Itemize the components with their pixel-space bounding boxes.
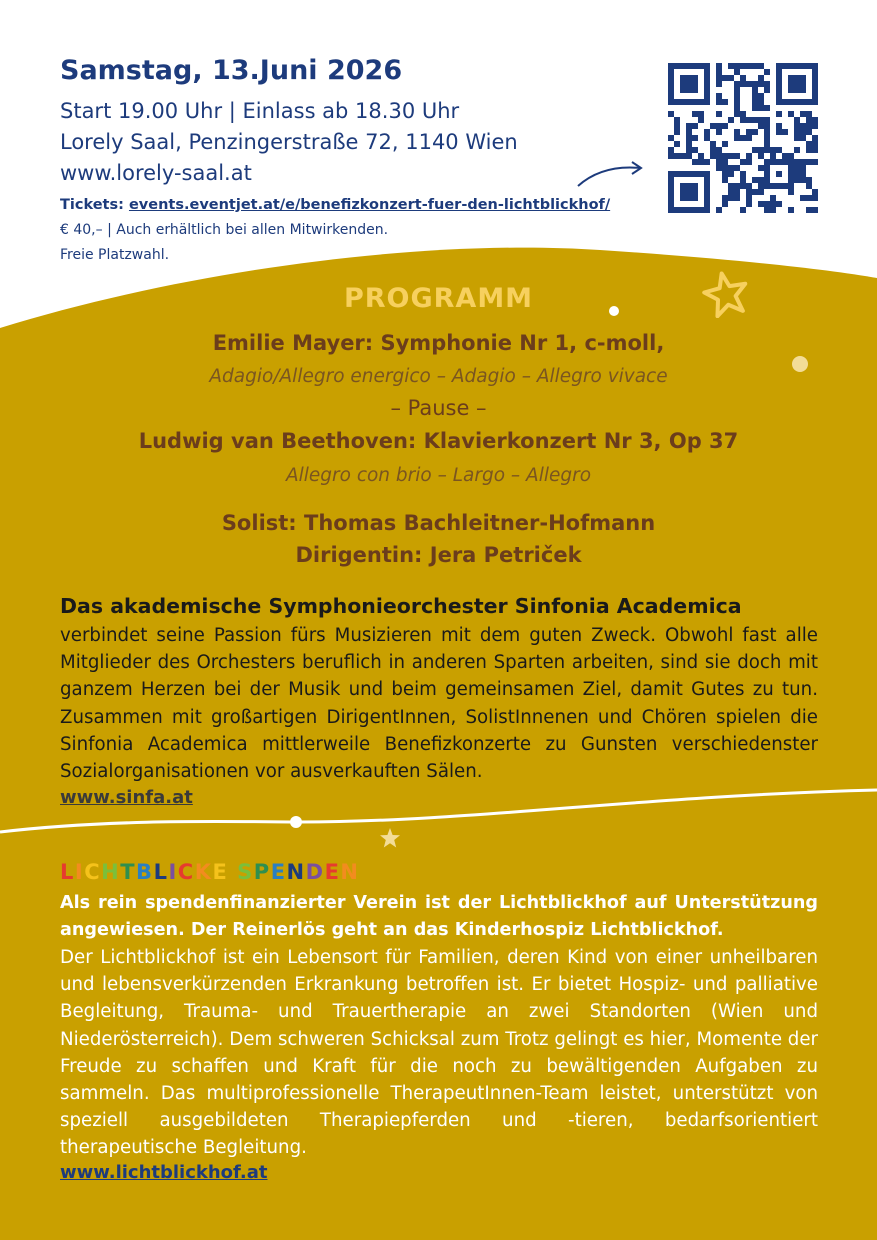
work-1-title: Emilie Mayer: Symphonie Nr 1, c-moll,: [212, 331, 665, 355]
event-venue: Lorely Saal, Penzingerstraße 72, 1140 Wien: [60, 130, 518, 154]
heading-letter: B: [136, 860, 154, 884]
soloist: Solist: Thomas Bachleitner-Hofmann: [221, 511, 656, 535]
orchestra-heading: Das akademische Symphonieorchester Sinfonia Academica: [60, 594, 742, 618]
lichtblicke-heading: [60, 860, 360, 884]
heading-letter: E: [270, 860, 287, 884]
qr-code[interactable]: [668, 63, 818, 213]
dot-icon: [289, 815, 303, 829]
event-date: Samstag, 13.Juni 2026: [60, 55, 403, 86]
heading-letter: C: [177, 860, 195, 884]
heading-letter: [228, 860, 237, 884]
orchestra-description: verbindet seine Passion fürs Musizieren mit dem guten Zweck. Obwohl fast alle Mitglieder des Orchesters beruflich in anderen Sparten arbeiten, sind sie doch mit ganzem Herzen bei der Musik und beim gemeinsamen Ziel, damit Gutes zu tun. Zusammen mit großartigen DirigentInnen, SolistInnenen und Chören spielen die Sinfonia Academica mittlerweile Benefizkonzerte zu Gunsten verschiedenster Sozialorganisationen vor ausverkauften Sälen.: [60, 625, 818, 783]
heading-letter: N: [340, 860, 360, 884]
star-icon: [378, 826, 402, 850]
programm-title: PROGRAMM: [343, 283, 534, 314]
seating-info: Freie Platzwahl.: [60, 247, 170, 263]
work-2-title: Ludwig van Beethoven: Klavierkonzert Nr 3, Op 37: [138, 429, 739, 453]
heading-letter: K: [194, 860, 213, 884]
heading-letter: N: [286, 860, 306, 884]
tickets-link[interactable]: events.eventjet.at/e/benefizkonzert-fuer-den-lichtblickhof/: [128, 197, 611, 213]
heading-letter: E: [212, 860, 229, 884]
event-website[interactable]: www.lorely-saal.at: [60, 161, 252, 185]
heading-letter: P: [253, 860, 271, 884]
pause-label: – Pause –: [390, 396, 487, 420]
lichtblicke-intro: Als rein spendenfinanzierter Verein ist der Lichtblickhof auf Unterstützung angewiesen. Der Reinerlös geht an das Kinderhospiz Lichtblickhof.: [60, 893, 818, 940]
arrow-icon: [574, 156, 646, 192]
heading-letter: T: [120, 860, 137, 884]
tickets-line: [60, 197, 610, 213]
orchestra-link[interactable]: www.sinfa.at: [60, 787, 193, 808]
heading-letter: D: [305, 860, 325, 884]
event-time: Start 19.00 Uhr | Einlass ab 18.30 Uhr: [60, 99, 460, 123]
price-info: € 40,– | Auch erhältlich bei allen Mitwirkenden.: [60, 222, 389, 238]
work-2-movements: Allegro con brio – Largo – Allegro: [285, 465, 592, 486]
tickets-label: Tickets:: [60, 197, 124, 213]
heading-letter: E: [324, 860, 341, 884]
lichtblicke-description: Der Lichtblickhof ist ein Lebensort für Familien, deren Kind von einer unheilbaren und lebensverkürzenden Erkrankung betroffen ist. Er bietet Hospiz- und palliative Begleitung, Trauma- und Trauertherapie an zwei Standorten (Wien und Niederösterreich). Dem schweren Schicksal zum Trotz gelingt es hier, Momente der Freude zu schaffen und Kraft für die noch zu bewältigenden Aufgaben zu sammeln. Das multiprofessionelle TherapeutInnen-Team leistet, unterstützt von speziell ausgebildeten Therapiepferden und -tieren, bedarfsorientiert therapeutische Begleitung.: [60, 947, 819, 1159]
heading-letter: I: [74, 860, 85, 884]
lichtblickhof-link[interactable]: www.lichtblickhof.at: [60, 1162, 268, 1183]
work-1-movements: Adagio/Allegro energico – Adagio – Allegro vivace: [209, 366, 668, 387]
heading-letter: S: [237, 860, 254, 884]
conductor: Dirigentin: Jera Petriček: [295, 543, 582, 567]
heading-letter: L: [60, 860, 75, 884]
heading-letter: H: [101, 860, 121, 884]
heading-letter: C: [84, 860, 102, 884]
heading-letter: I: [168, 860, 178, 884]
heading-letter: L: [153, 860, 169, 884]
